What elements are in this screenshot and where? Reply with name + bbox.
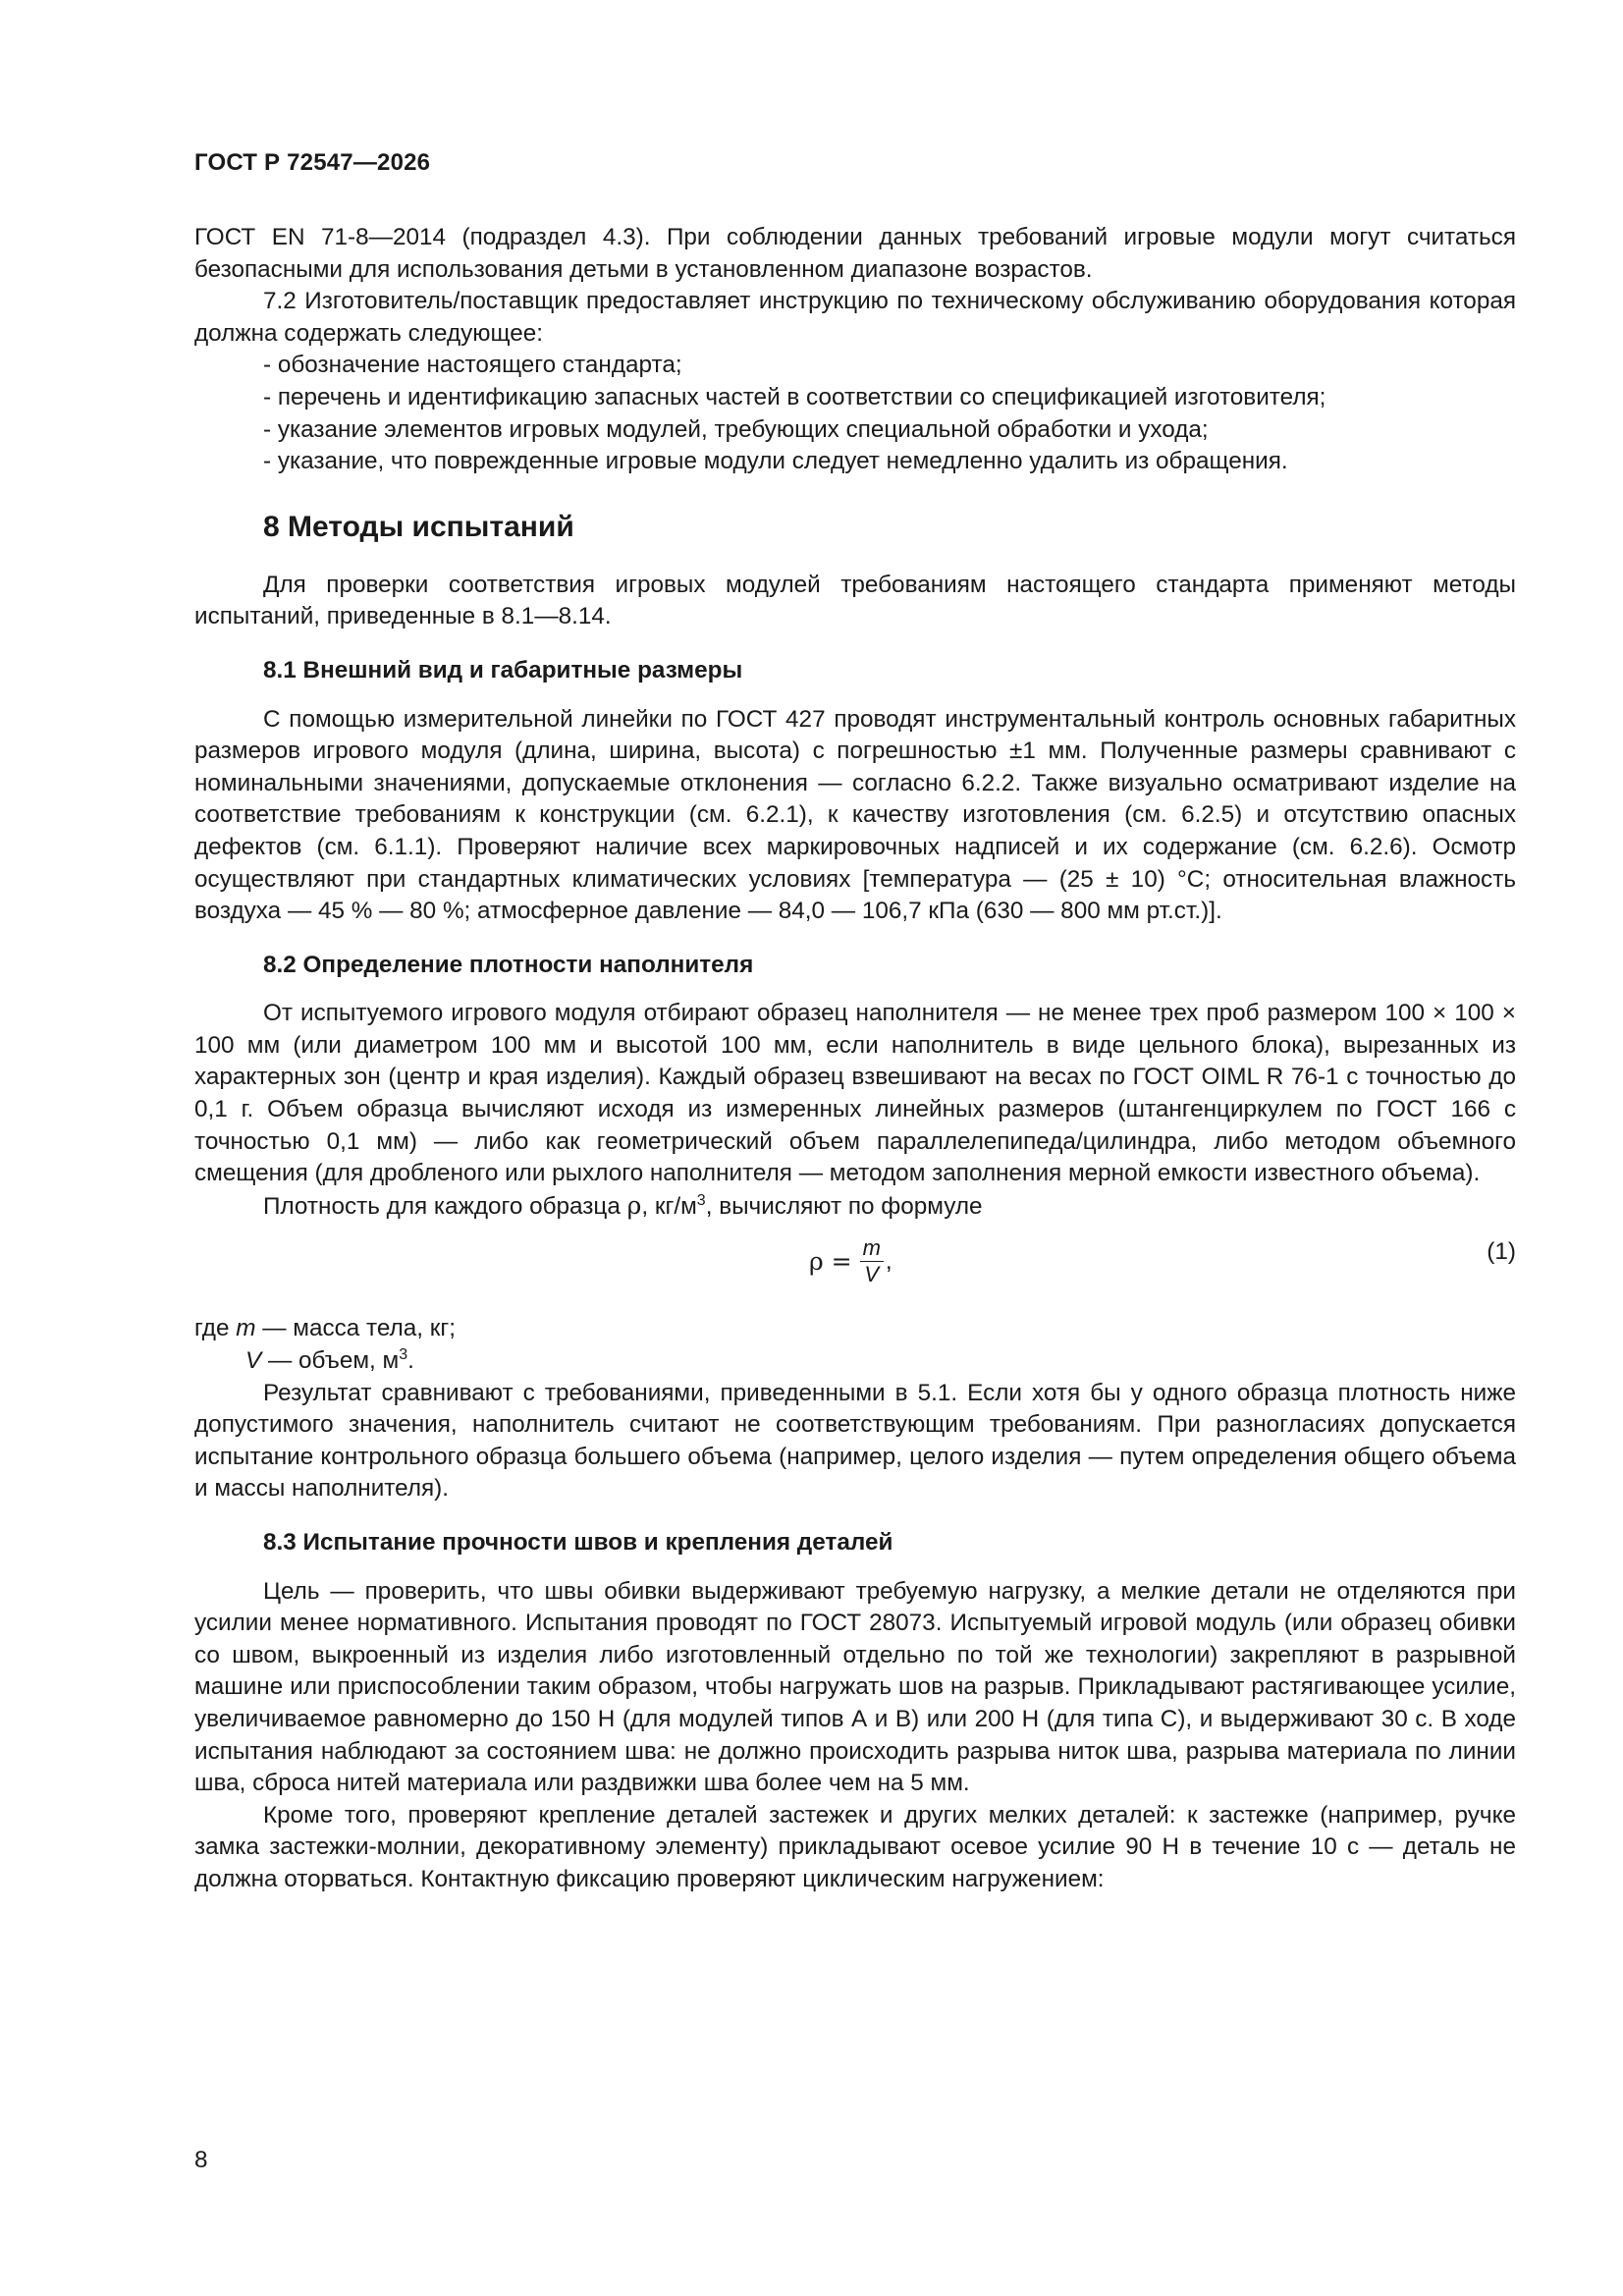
superscript: 3 bbox=[696, 1191, 706, 1209]
variable-m: m bbox=[236, 1315, 256, 1342]
paragraph-8-1: С помощью измерительной линейки по ГОСТ 427 проводят инструментальный контроль основных габаритных размеров игрового модуля (длина, ширина, высота) с погрешностью ±1 мм. Полученные размеры сравнивают с номинальными значениями, допускаемые отклонения — согласно 6.2.2. Также визуально осматривают изделие на соответствие требованиям к конструкции (см. 6.2.1), к качеству изготовления (см. 6.2.5) и отсутствию опасных дефектов (см. 6.1.1). Проверяют наличие всех маркировочных надписей и их содержание (см. 6.2.6). Осмотр осуществляют при стандартных климатических условиях [температура — (25 ± 10) °C; относительная влажность воздуха — 45 % — 80 %; атмосферное давление — 84,0 — 106,7 кПа (630 — 800 мм рт.ст.)]. bbox=[194, 705, 1516, 925]
list-item: - перечень и идентификацию запасных частей в соответствии со спецификацией изготовителя; bbox=[263, 383, 1326, 410]
subsection-8-2-heading: 8.2 Определение плотности наполнителя bbox=[263, 951, 754, 978]
subsection-8-1-heading: 8.1 Внешний вид и габаритные размеры bbox=[263, 656, 743, 683]
page-number: 8 bbox=[194, 2147, 208, 2173]
list-item: - обозначение настоящего стандарта; bbox=[263, 352, 682, 379]
paragraph-8-3: Цель — проверить, что швы обивки выдерживают требуемую нагрузку, а мелкие детали не отделяются при усилии менее нормативного. Испытания проводят по ГОСТ 28073. Испытуемый игровой модуль (или образец обивки со швом, выкроенный из изделия либо изготовленный отдельно по той же технологии) закрепляют в разрывной машине или приспособлении таким образом, чтобы нагружать шов на разрыв. Прикладывают растягивающее усилие, увеличиваемое равномерно до 150 Н (для модулей типов А и В) или 200 Н (для типа С), и выдерживают 30 с. В ходе испытания наблюдают за состоянием шва: не должно происходить разрыва ниток шва, разрыва материала по линии шва, сброса нитей материала или раздвижки шва более чем на 5 мм. bbox=[194, 1577, 1516, 1797]
paragraph-8-2: От испытуемого игрового модуля отбирают образец наполнителя — не менее трех проб размером 100 × 100 × 100 мм (или диаметром 100 мм и высотой 100 мм, если наполнитель в виде цельного блока), вырезанных из характерных зон (центр и края изделия). Каждый образец взвешивают на весах по ГОСТ OIML R 76-1 с точностью до 0,1 г. Объем образца вычисляют исходя из измеренных линейных размеров (штангенциркулем по ГОСТ 166 с точностью 0,1 мм) — либо как геометрический объем параллелепипеда/цилиндра, либо методом объемного смещения (для дробленого или рыхлого наполнителя — методом заполнения мерной емкости известного объема). bbox=[194, 1000, 1516, 1187]
subsection-8-3-heading: 8.3 Испытание прочности швов и крепления деталей bbox=[263, 1529, 893, 1556]
formula-lhs: ρ = bbox=[809, 1246, 852, 1276]
section-8-heading: 8 Методы испытаний bbox=[263, 510, 574, 543]
density-formula bbox=[809, 1236, 893, 1286]
superscript: 3 bbox=[399, 1346, 408, 1364]
formula-fraction bbox=[860, 1236, 884, 1286]
formula-trail: , bbox=[885, 1247, 893, 1275]
formula-block bbox=[194, 1229, 1516, 1299]
text-fragment: где bbox=[194, 1315, 237, 1342]
page-body bbox=[194, 222, 1516, 1896]
text-fragment: — масса тела, кг; bbox=[255, 1315, 457, 1342]
variable-v: V bbox=[245, 1347, 262, 1375]
formula-denominator: V bbox=[864, 1262, 880, 1287]
text-fragment: — объем, м bbox=[261, 1347, 400, 1375]
list-item: - указание элементов игровых модулей, требующих специальной обработки и ухода; bbox=[263, 415, 1209, 443]
paragraph-continuation: ГОСТ EN 71-8—2014 (подраздел 4.3). При соблюдении данных требований игровые модули могут считаться безопасными для использования детьми в установленном диапазоне возрастов. bbox=[194, 224, 1516, 283]
paragraph-result-comparison: Результат сравнивают с требованиями, приведенными в 5.1. Если хотя бы у одного образца плотность ниже допустимого значения, наполнитель считают не соответствующим требованиям. При разногласиях допускается испытание контрольного образца большего объема (например, целого изделия — путем определения общего объема и массы наполнителя). bbox=[194, 1379, 1516, 1503]
where-line-volume bbox=[194, 1345, 1516, 1378]
rho-symbol: ρ bbox=[626, 1190, 642, 1220]
paragraph-7-2: 7.2 Изготовитель/поставщик предоставляет инструкцию по техническому обслуживанию оборудования которая должна содержать следующее: bbox=[194, 288, 1516, 347]
equation-number: (1) bbox=[1487, 1238, 1516, 1266]
paragraph-density-formula-intro bbox=[194, 1190, 1516, 1224]
where-line-mass bbox=[194, 1313, 1516, 1345]
text-fragment: , вычисляют по формуле bbox=[705, 1192, 983, 1220]
text-fragment: . bbox=[407, 1347, 414, 1375]
standard-header: ГОСТ Р 72547—2026 bbox=[194, 149, 431, 176]
paragraph-8-3-continued: Кроме того, проверяют крепление деталей застежек и других мелких деталей: к застежке (например, ручке замка застежки-молнии, декоративному элементу) прикладывают осевое усилие 90 Н в течение 10 с — деталь не должна оторваться. Контактную фиксацию проверяют циклическим нагружением: bbox=[194, 1801, 1516, 1892]
text-fragment: , кг/м bbox=[641, 1192, 697, 1220]
text-fragment: Плотность для каждого образца bbox=[263, 1192, 627, 1220]
list-item: - указание, что поврежденные игровые модули следует немедленно удалить из обращения. bbox=[263, 448, 1288, 475]
formula-numerator: m bbox=[860, 1236, 884, 1262]
paragraph-section-8-intro: Для проверки соответствия игровых модулей требованиям настоящего стандарта применяют методы испытаний, приведенные в 8.1—8.14. bbox=[194, 571, 1516, 630]
